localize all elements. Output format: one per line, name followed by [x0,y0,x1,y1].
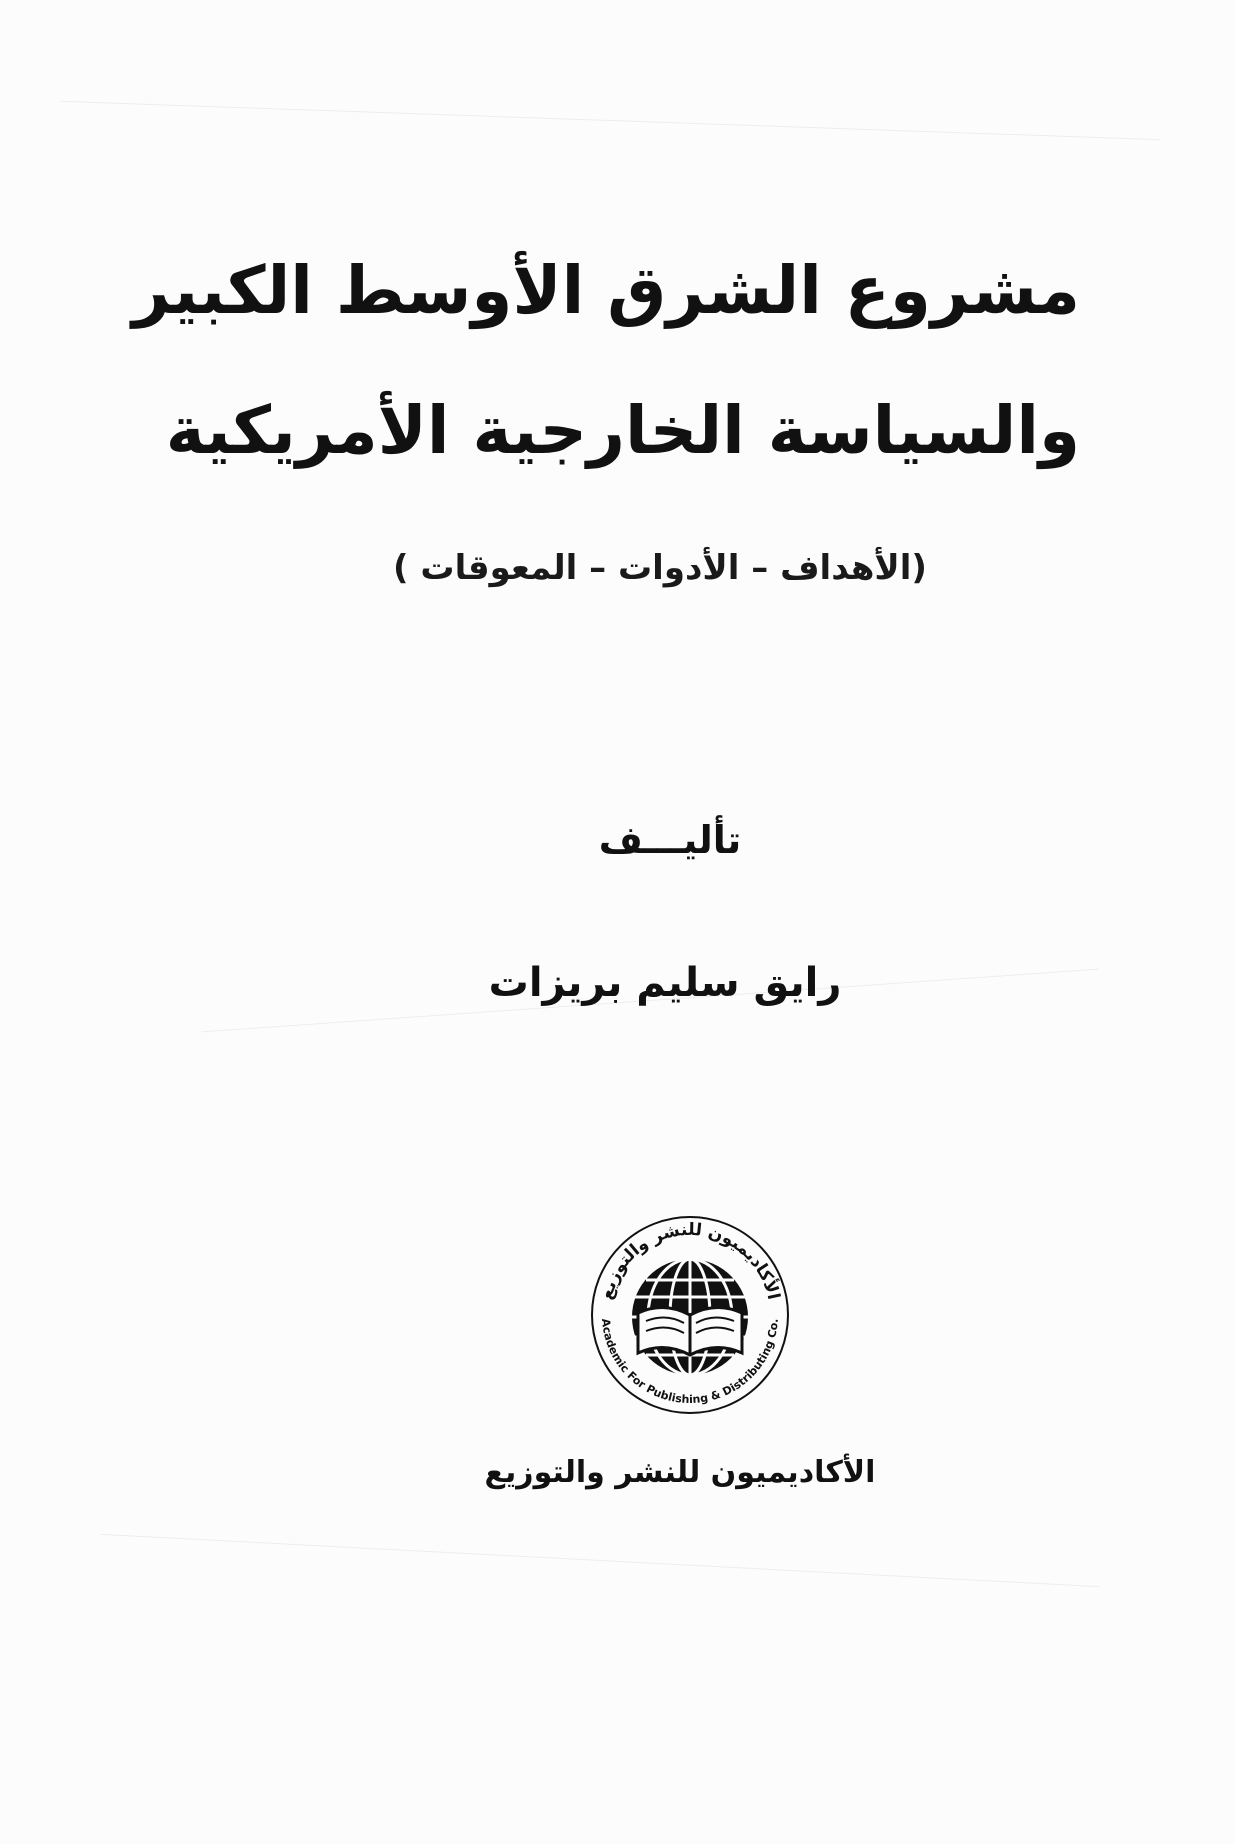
book-subtitle: (الأهداف – الأدوات – المعوقات ) [393,548,927,588]
book-title-line-2: والسياسة الخارجية الأمريكية [165,392,1080,469]
globe-book-icon [580,1205,800,1425]
author-name: رايق سليم بريزات [488,960,842,1006]
author-label: تأليـــف [598,818,742,862]
publisher-name: الأكاديميون للنشر والتوزيع [484,1455,876,1490]
logo-english-arc: Academic For Publishing & Distributing Co. [598,1317,781,1407]
logo-arabic-arc: الأكاديميون للنشر والتوزيع [596,1219,784,1302]
scan-artifact [101,1534,1100,1587]
publisher-logo [580,1205,800,1425]
book-title-line-1: مشروع الشرق الأوسط الكبير [132,252,1080,329]
scan-artifact [60,101,1159,140]
